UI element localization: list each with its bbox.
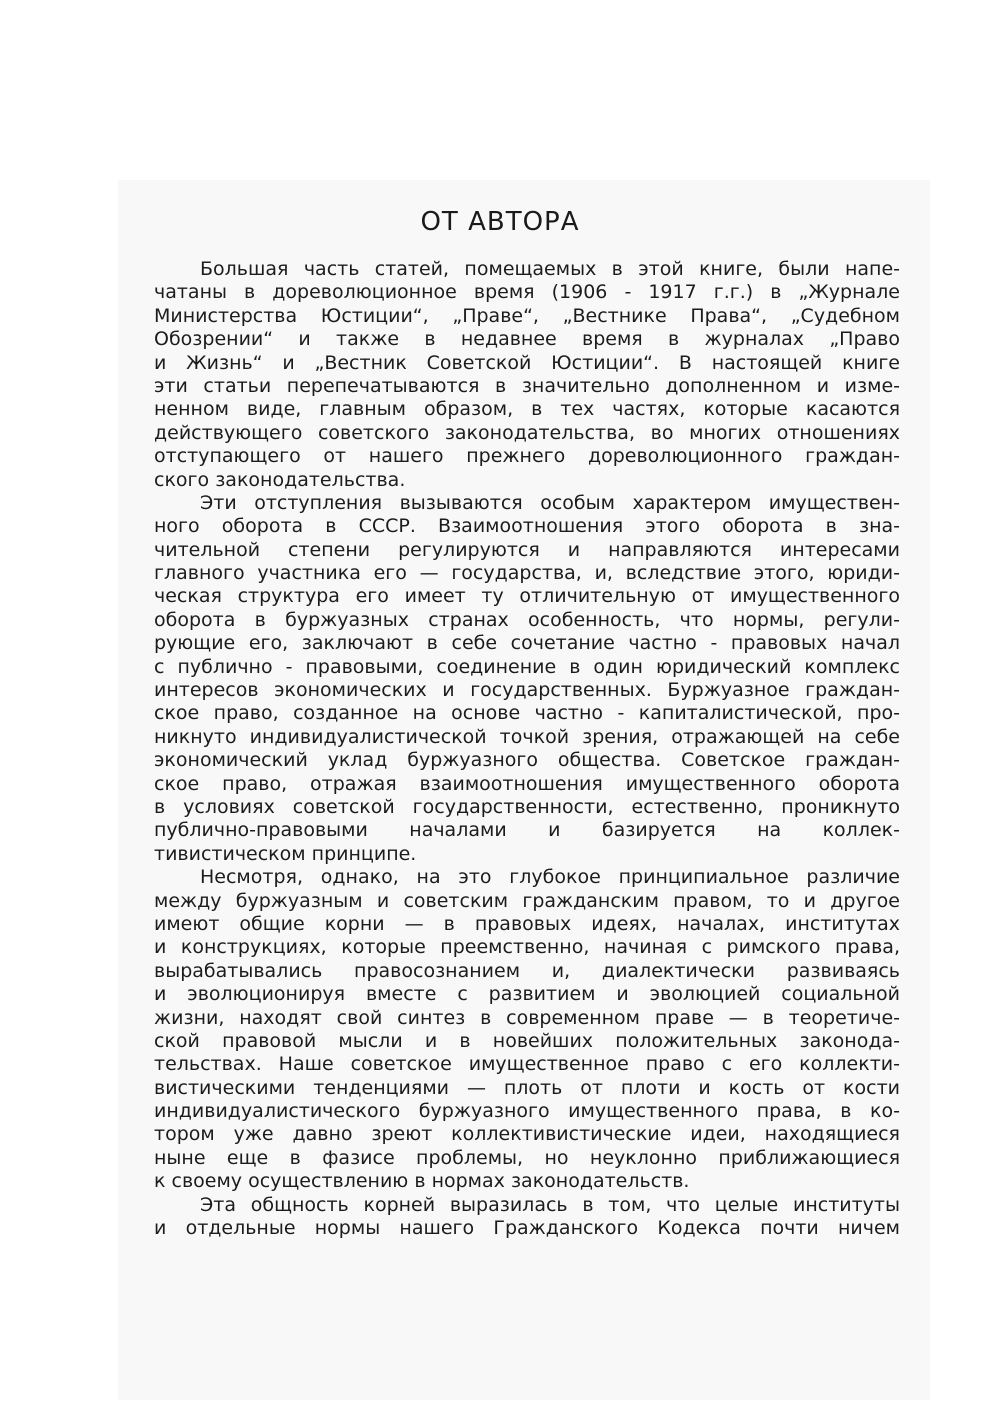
text-line: имеют общие корни — в правовых идеях, началах, институтах bbox=[154, 912, 900, 935]
text-line: тивистическом принципе. bbox=[154, 842, 417, 865]
text-line: ское право, отражая взаимоотношения имущественного оборота bbox=[154, 772, 900, 795]
text-line: и Жизнь“ и „Вестник Советской Юстиции“. В настоящей книге bbox=[154, 351, 900, 374]
text-line: индивидуалистического буржуазного имущественного права, в ко- bbox=[154, 1100, 900, 1123]
text-line: в условиях советской государственности, естественно, проникнуто bbox=[154, 795, 900, 818]
text-line: с публично - правовыми, соединение в один юридический комплекс bbox=[154, 655, 900, 678]
text-line: вырабатывались правосознанием и, диалектически развиваясь bbox=[154, 959, 900, 982]
text-line: рующие его, заключают в себе сочетание частно - правовых начал bbox=[154, 632, 900, 655]
text-line: ское право, созданное на основе частно - капиталистической, про- bbox=[154, 702, 900, 725]
text-line: чительной степени регулируются и направляются интересами bbox=[154, 538, 900, 561]
text-line: Министерства Юстиции“, „Праве“, „Вестнике Права“, „Судебном bbox=[154, 304, 900, 327]
text-line: никнуто индивидуалистической точкой зрения, отражающей на себе bbox=[154, 725, 900, 748]
text-line: и эволюционируя вместе с развитием и эволюцией социальной bbox=[154, 983, 900, 1006]
text-line: вистическими тенденциями — плоть от плоти и кость от кости bbox=[154, 1076, 900, 1099]
text-line: и конструкциях, которые преемственно, начиная с римского права, bbox=[154, 936, 900, 959]
text-line: и отдельные нормы нашего Гражданского Кодекса почти ничем bbox=[154, 1217, 900, 1240]
text-line: жизни, находят свой синтез в современном праве — в теоретиче- bbox=[154, 1006, 900, 1029]
text-line: Большая часть статей, помещаемых в этой книге, были напе- bbox=[200, 258, 900, 280]
paragraph bbox=[154, 492, 900, 866]
text-line: эти статьи перепечатываются в значительно дополненном и изме- bbox=[154, 374, 900, 397]
paragraph bbox=[154, 866, 900, 1193]
text-line: ского законодательства. bbox=[154, 468, 406, 491]
text-line: тором уже давно зреют коллективистические идеи, находящиеся bbox=[154, 1123, 900, 1146]
paragraph bbox=[154, 258, 900, 492]
body-text bbox=[154, 258, 900, 1240]
text-line: ныне еще в фазисе проблемы, но неуклонно приближающиеся bbox=[154, 1146, 900, 1169]
text-line: ской правовой мысли и в новейших положительных законода- bbox=[154, 1029, 900, 1052]
text-line: ненном виде, главным образом, в тех частях, которые касаются bbox=[154, 398, 900, 421]
text-line: отступающего от нашего прежнего дореволюционного граждан- bbox=[154, 445, 900, 468]
text-line: оборота в буржуазных странах особенность, что нормы, регули- bbox=[154, 608, 900, 631]
text-line: Эти отступления вызываются особым характером имуществен- bbox=[200, 491, 900, 514]
text-line: Несмотря, однако, на это глубокое принципиальное различие bbox=[200, 866, 900, 889]
text-line: Обозрении“ и также в недавнее время в журналах „Право bbox=[154, 328, 900, 351]
text-line: интересов экономических и государственных. Буржуазное граждан- bbox=[154, 679, 900, 702]
page-heading: ОТ АВТОРА bbox=[420, 207, 580, 237]
paragraph bbox=[154, 1194, 900, 1241]
text-line: главного участника его — государства, и, вследствие этого, юриди- bbox=[154, 562, 900, 585]
text-line: к своему осуществлению в нормах законодательств. bbox=[154, 1170, 690, 1193]
text-line: публично-правовыми началами и базируется на коллек- bbox=[154, 819, 900, 842]
text-line: экономический уклад буржуазного общества. Советское граждан- bbox=[154, 749, 900, 772]
text-line: действующего советского законодательства, во многих отношениях bbox=[154, 421, 900, 444]
text-line: между буржуазным и советским гражданским правом, то и другое bbox=[154, 889, 900, 912]
text-line: ного оборота в СССР. Взаимоотношения этого оборота в зна- bbox=[154, 515, 900, 538]
text-line: чатаны в дореволюционное время (1906 - 1917 г.г.) в „Журнале bbox=[154, 281, 900, 304]
text-line: Эта общность корней выразилась в том, что целые институты bbox=[200, 1193, 900, 1216]
text-line: ческая структура его имеет ту отличительную от имущественного bbox=[154, 585, 900, 608]
text-line: тельствах. Наше советское имущественное право с его коллекти- bbox=[154, 1053, 900, 1076]
